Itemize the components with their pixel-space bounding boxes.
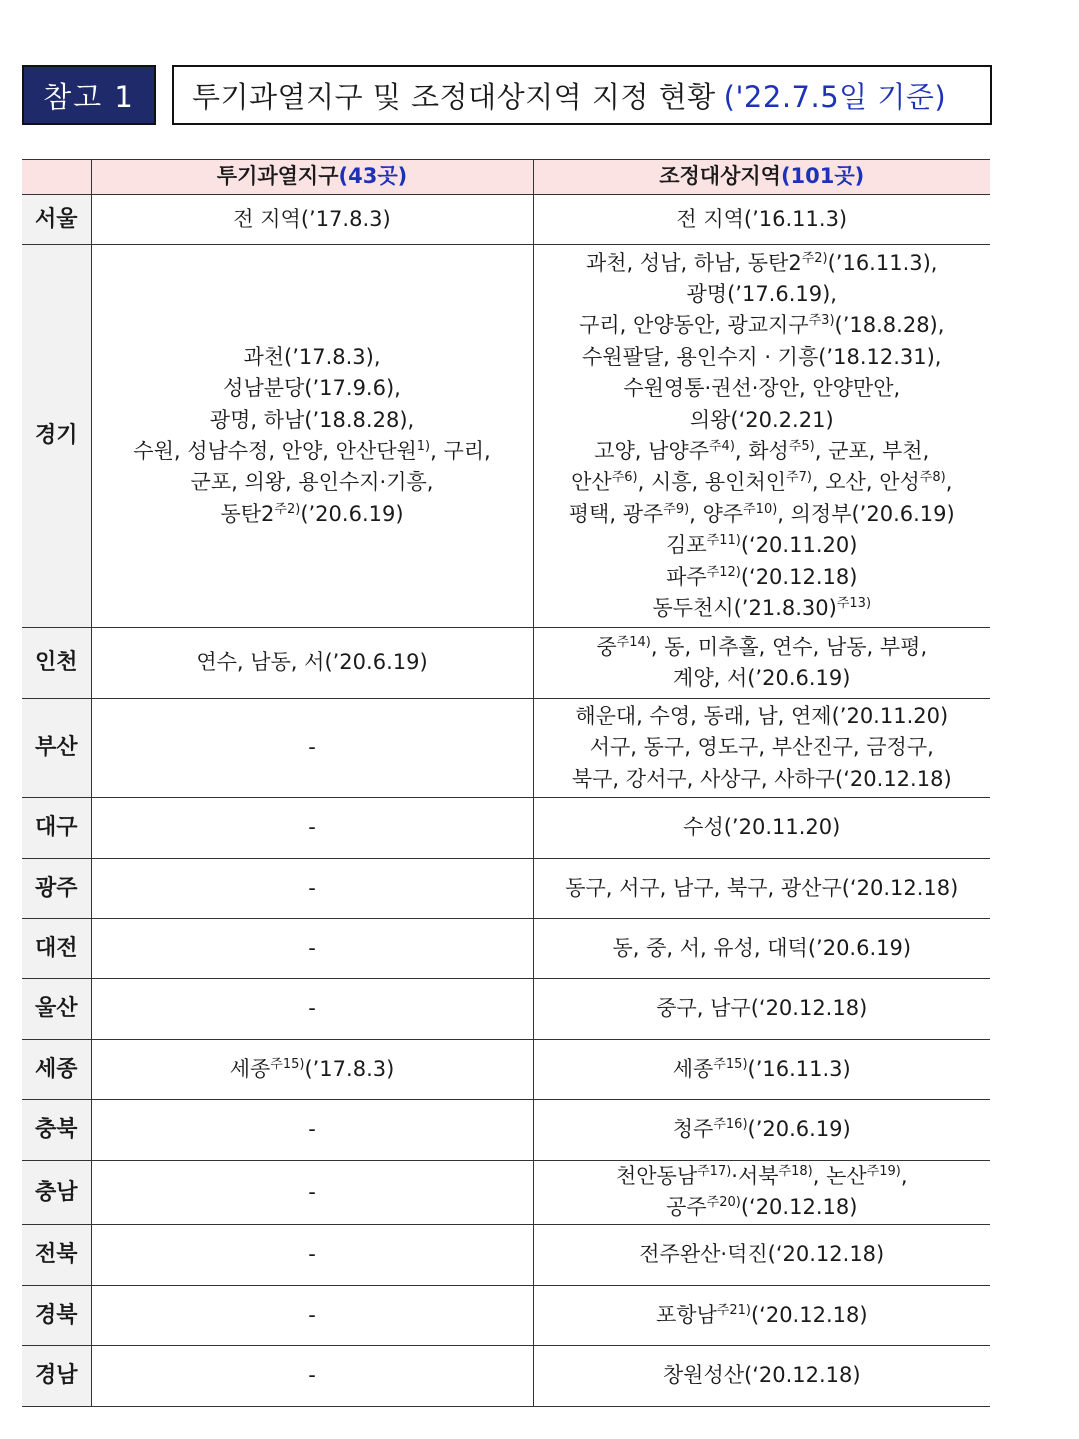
cell-line (538, 467, 987, 498)
speculative-cell (91, 699, 533, 798)
table-row (22, 1224, 990, 1285)
speculative-cell (91, 1161, 533, 1225)
cell-line (538, 1239, 987, 1270)
speculative-cell (91, 1224, 533, 1285)
cell-text: 동구, 서구, 남구, 북구, 광산구(‘20.12.18) (565, 875, 959, 900)
cell-line (538, 993, 987, 1024)
region-cell: 대전 (22, 919, 91, 979)
table-row (22, 195, 990, 245)
cell-text: 광명, 하남(’18.8.28), (209, 407, 415, 432)
cell-text: 수원, 성남수정, 안양, 안산단원 (133, 439, 417, 463)
cell-line (538, 732, 987, 763)
header-speculative-label: 투기과열지구 (216, 164, 339, 189)
adjustment-cell (533, 1040, 990, 1100)
header-adjustment-label: 조정대상지역 (659, 164, 781, 189)
adjustment-cell (533, 1161, 990, 1225)
table-row (22, 979, 990, 1040)
cell-text: , (945, 470, 953, 495)
adjustment-cell (533, 919, 990, 979)
footnote-mark: 주11) (706, 533, 741, 549)
cell-line (538, 1300, 987, 1331)
cell-text: 과천, 성남, 하남, 동탄2 (585, 250, 802, 275)
cell-line (538, 499, 987, 530)
cell-text: (’20.6.19) (747, 1117, 851, 1142)
footnote-mark: 주20) (706, 1195, 741, 1211)
title-date: ('22.7.5일 기준) (723, 79, 947, 114)
footnote-mark: 주3) (808, 313, 835, 329)
footnote-mark: 주9) (663, 501, 690, 517)
speculative-cell (91, 859, 533, 919)
table-row (22, 1100, 990, 1161)
cell-text: 안산 (571, 470, 612, 495)
cell-text: 광명(’17.6.19), (686, 281, 837, 306)
cell-line (538, 342, 987, 373)
cell-line (96, 1300, 529, 1331)
cell-line (538, 1161, 987, 1192)
cell-text: - (308, 815, 316, 840)
region-cell: 서울 (22, 195, 91, 245)
cell-text: - (308, 875, 316, 900)
table-row (22, 699, 990, 798)
cell-text: 중구, 남구(‘20.12.18) (656, 996, 868, 1021)
cell-text: ·서북 (731, 1164, 779, 1188)
region-cell: 충북 (22, 1100, 91, 1161)
speculative-cell (91, 979, 533, 1040)
adjustment-cell (533, 979, 990, 1040)
table-row (22, 1040, 990, 1100)
cell-text: 동탄2 (220, 501, 275, 526)
title-main: 투기과열지구 및 조정대상지역 지정 현황 (192, 79, 716, 114)
cell-line (538, 632, 987, 663)
cell-text: (’18.8.28), (834, 313, 945, 338)
cell-line (96, 499, 529, 530)
cell-text: 북구, 강서구, 사상구, 사하구(‘20.12.18) (571, 766, 952, 791)
cell-text: 수원팔달, 용인수지 · 기흥(’18.12.31), (582, 344, 942, 369)
cell-line (96, 812, 529, 843)
cell-text: 파주 (666, 564, 707, 589)
cell-text: 연수, 남동, 서(’20.6.19) (196, 650, 428, 675)
cell-line (538, 812, 987, 843)
cell-text: 수성(’20.11.20) (683, 815, 841, 840)
cell-line (538, 436, 987, 467)
header-adjustment (533, 160, 990, 195)
cell-line (96, 436, 529, 467)
cell-text: - (308, 1117, 316, 1142)
cell-text: 동두천시(’21.8.30) (652, 596, 837, 621)
cell-line (96, 1177, 529, 1208)
region-cell: 대구 (22, 798, 91, 859)
footnote-mark: 주13) (836, 596, 872, 612)
cell-line (538, 701, 987, 732)
adjustment-cell (533, 859, 990, 919)
region-cell: 전북 (22, 1224, 91, 1285)
table-row (22, 628, 990, 699)
cell-text: , 화성 (734, 439, 789, 463)
cell-line (538, 405, 987, 436)
cell-text: 공주 (666, 1195, 707, 1220)
table-row (22, 1285, 990, 1345)
cell-line (96, 405, 529, 436)
speculative-cell (91, 798, 533, 859)
cell-line (538, 1192, 987, 1223)
footnote-mark: 주15) (270, 1056, 305, 1072)
adjustment-cell (533, 699, 990, 798)
cell-text: 구리, 안양동안, 광교지구 (579, 313, 809, 338)
footnote-mark: 주18) (778, 1164, 813, 1179)
cell-text: - (308, 1363, 316, 1388)
cell-line (538, 279, 987, 310)
cell-line (538, 1054, 987, 1085)
speculative-cell (91, 1285, 533, 1345)
cell-text: , 군포, 부천, (814, 439, 930, 463)
cell-line (96, 342, 529, 373)
cell-text: (‘20.11.20) (740, 533, 858, 558)
table-row (22, 859, 990, 919)
cell-text: (’20.6.19) (300, 501, 404, 526)
adjustment-cell (533, 195, 990, 245)
speculative-cell (91, 1040, 533, 1100)
table-row (22, 245, 990, 628)
footnote-mark: 주10) (743, 501, 778, 517)
cell-text: 전 지역(’16.11.3) (676, 206, 848, 231)
cell-text: 동, 중, 서, 유성, 대덕(’20.6.19) (612, 935, 912, 960)
region-cell: 경기 (22, 245, 91, 628)
cell-text: , 동, 미추홀, 연수, 남동, 부평, (650, 634, 928, 659)
cell-text: 전 지역(’17.8.3) (233, 206, 391, 231)
table-row (22, 1345, 990, 1406)
footnote-mark: 주19) (866, 1164, 901, 1179)
region-cell: 부산 (22, 699, 91, 798)
table-header-row (22, 160, 990, 195)
cell-text: - (308, 1302, 316, 1327)
cell-text: (‘20.12.18) (750, 1302, 868, 1327)
reference-badge (22, 65, 156, 125)
region-cell: 충남 (22, 1161, 91, 1225)
cell-line (96, 647, 529, 678)
cell-text: 세종 (672, 1056, 714, 1081)
table-row (22, 798, 990, 859)
cell-text: (‘20.12.18) (740, 1195, 858, 1220)
footnote-mark: 주4) (709, 439, 735, 454)
cell-text: 군포, 의왕, 용인수지·기흥, (190, 470, 434, 495)
cell-text: 천안동남 (615, 1164, 698, 1188)
cell-line (538, 204, 987, 235)
cell-line (96, 732, 529, 763)
footnote-mark: 주8) (919, 470, 946, 486)
adjustment-cell (533, 628, 990, 699)
footnote-mark: 주7) (786, 470, 812, 486)
cell-text: , 논산 (812, 1164, 867, 1188)
speculative-cell (91, 1100, 533, 1161)
cell-text: (’16.11.3), (827, 250, 938, 275)
adjustment-cell (533, 1285, 990, 1345)
region-cell: 세종 (22, 1040, 91, 1100)
cell-text: 서구, 동구, 영도구, 부산진구, 금정구, (589, 735, 934, 760)
cell-text: (’17.8.3) (304, 1056, 395, 1081)
cell-text: 평택, 광주 (568, 501, 664, 526)
cell-line (538, 248, 987, 279)
cell-text: 의왕(‘20.2.21) (689, 407, 834, 432)
cell-line (96, 373, 529, 404)
cell-text: - (308, 935, 316, 960)
cell-text: 중 (596, 634, 617, 659)
cell-text: , (900, 1164, 908, 1188)
badge-text: 참고 1 (43, 79, 135, 114)
speculative-cell (91, 628, 533, 699)
cell-line (538, 663, 987, 694)
footnote-mark: 주5) (788, 439, 815, 454)
cell-text: 성남분당(’17.9.6), (223, 376, 401, 401)
header-speculative (91, 160, 533, 195)
cell-line (96, 204, 529, 235)
adjustment-cell (533, 1224, 990, 1285)
footnote-mark: 주6) (611, 470, 638, 486)
cell-text: - (308, 1179, 316, 1204)
cell-line (538, 373, 987, 404)
footnote-mark: 주21) (716, 1302, 751, 1318)
footnote-mark: 주12) (706, 564, 741, 580)
cell-text: 세종 (229, 1056, 271, 1081)
cell-text: 포항남 (655, 1302, 717, 1327)
footnote-mark: 주14) (616, 634, 651, 650)
footnote-mark: 주17) (697, 1164, 732, 1179)
cell-line (96, 1360, 529, 1391)
region-cell: 경남 (22, 1345, 91, 1406)
designation-table (22, 159, 990, 1407)
cell-text: (‘20.12.18) (740, 564, 858, 589)
footnote-mark: 1) (416, 439, 431, 454)
header-region (22, 160, 91, 195)
table-row (22, 919, 990, 979)
adjustment-cell (533, 245, 990, 628)
cell-text: , 오산, 안성 (811, 470, 920, 495)
cell-line (538, 1114, 987, 1145)
region-cell: 울산 (22, 979, 91, 1040)
cell-text: - (308, 996, 316, 1021)
table-row (22, 1161, 990, 1225)
region-cell: 경북 (22, 1285, 91, 1345)
cell-line (538, 933, 987, 964)
cell-line (538, 764, 987, 795)
page-title (172, 65, 992, 125)
cell-line (96, 873, 529, 904)
region-cell: 광주 (22, 859, 91, 919)
speculative-cell (91, 1345, 533, 1406)
footnote-mark: 주15) (713, 1056, 748, 1072)
cell-line (96, 993, 529, 1024)
footnote-mark: 주2) (801, 250, 828, 266)
cell-text: 청주 (672, 1117, 714, 1142)
cell-text: 전주완산·덕진(‘20.12.18) (639, 1242, 885, 1267)
adjustment-cell (533, 798, 990, 859)
region-cell: 인천 (22, 628, 91, 699)
cell-text: - (308, 735, 316, 760)
cell-line (538, 1360, 987, 1391)
cell-text: , 의정부(’20.6.19) (777, 501, 955, 526)
footnote-mark: 주16) (713, 1117, 748, 1133)
cell-text: , 시흥, 용인처인 (637, 470, 787, 495)
header-adjustment-count: (101곳) (780, 164, 865, 189)
cell-text: 고양, 남양주 (594, 439, 709, 463)
cell-line (538, 562, 987, 593)
cell-line (96, 1054, 529, 1085)
cell-text: (’16.11.3) (747, 1056, 851, 1081)
header-speculative-count: (43곳) (338, 164, 408, 189)
cell-line (538, 310, 987, 341)
cell-text: 창원성산(‘20.12.18) (662, 1363, 861, 1388)
cell-line (538, 530, 987, 561)
cell-line (96, 467, 529, 498)
adjustment-cell (533, 1100, 990, 1161)
cell-text: 과천(’17.8.3), (243, 344, 381, 369)
cell-line (538, 593, 987, 624)
cell-text: 계양, 서(’20.6.19) (673, 666, 851, 690)
cell-line (96, 1239, 529, 1270)
cell-text: 수원영통·권선·장안, 안양만안, (623, 376, 901, 401)
cell-text: , 양주 (689, 501, 744, 526)
cell-text: 해운대, 수영, 동래, 남, 연제(’20.11.20) (575, 703, 949, 728)
table-body (22, 195, 990, 1407)
speculative-cell (91, 195, 533, 245)
speculative-cell (91, 919, 533, 979)
cell-line (96, 933, 529, 964)
speculative-cell (91, 245, 533, 628)
cell-text: - (308, 1242, 316, 1267)
cell-line (96, 1114, 529, 1145)
adjustment-cell (533, 1345, 990, 1406)
cell-line (538, 873, 987, 904)
cell-text: , 구리, (430, 439, 491, 463)
cell-text: 김포 (666, 533, 707, 558)
footnote-mark: 주2) (274, 501, 301, 517)
